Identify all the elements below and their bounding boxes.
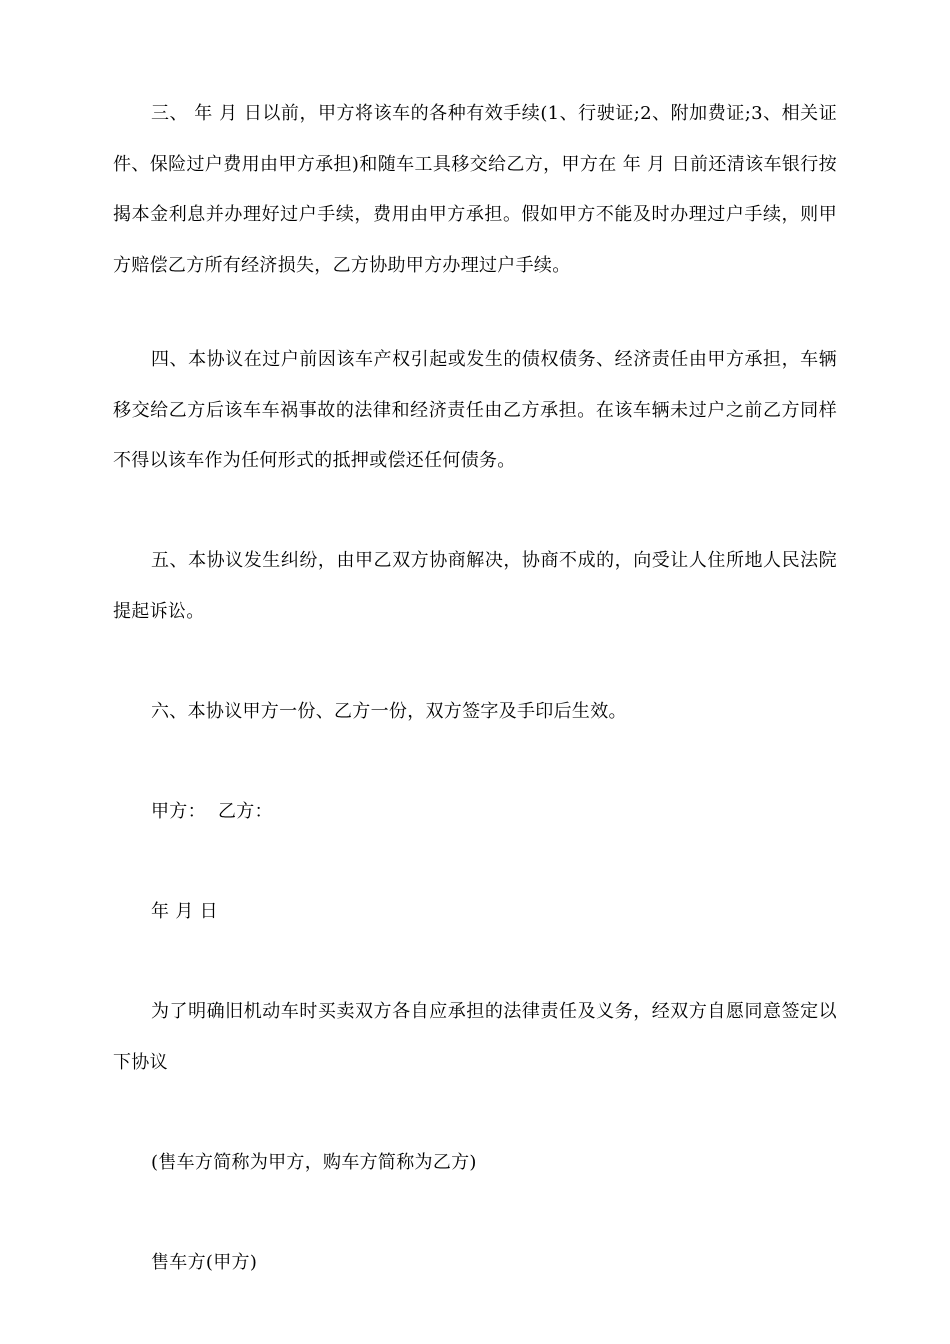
clause-six-paragraph: 六、本协议甲方一份、乙方一份，双方签字及手印后生效。: [151, 701, 627, 722]
date-line: 年 月 日: [151, 901, 218, 922]
clause-five-paragraph: 五、本协议发生纠纷，由甲乙双方协商解决，协商不成的，向受让人住所地人民法院提起诉讼。: [113, 550, 837, 622]
agreement-intro-paragraph: 为了明确旧机动车时买卖双方各自应承担的法律责任及义务，经双方自愿同意签定以下协议: [113, 1001, 837, 1073]
signature-parties-line: 甲方： 乙方：: [151, 801, 273, 822]
seller-label: 售车方(甲方): [151, 1252, 258, 1273]
party-abbreviation-note: (售车方简称为甲方，购车方简称为乙方): [151, 1152, 477, 1173]
clause-four-paragraph: 四、本协议在过户前因该车产权引起或发生的债权债务、经济责任由甲方承担，车辆移交给乙方后该车车祸事故的法律和经济责任由乙方承担。在该车辆未过户之前乙方同样不得以该车作为任何形式的抵押或偿还任何债务。: [113, 349, 837, 471]
clause-three-paragraph: 三、 年 月 日以前，甲方将该车的各种有效手续(1、行驶证;2、附加费证;3、相关证件、保险过户费用由甲方承担)和随车工具移交给乙方，甲方在 年 月 日前还清该车银行按揭本金利息并办理好过户手续，费用由甲方承担。假如甲方不能及时办理过户手续，则甲方赔偿乙方所有经济损失，乙方协助甲方办理过户手续。: [113, 103, 837, 276]
